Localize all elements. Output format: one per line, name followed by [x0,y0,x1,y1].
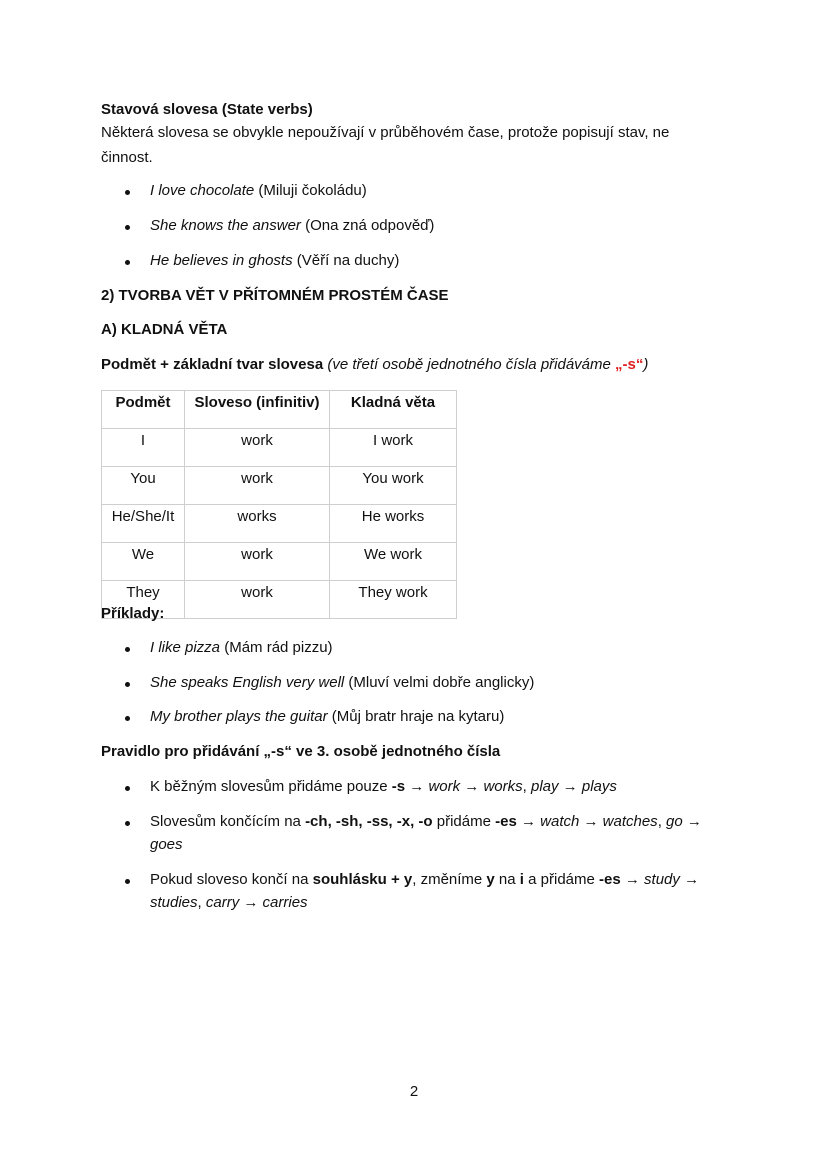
arrow-icon: → [405,778,429,795]
rule-text: , změníme [412,871,487,888]
examples-title: Příklady: [101,605,165,622]
rule-suffix: -es [599,871,621,888]
bullet-icon [125,786,130,791]
conjugation-table [101,390,457,619]
rule-separator: , [657,813,667,830]
bullet-icon [125,879,130,884]
table-header: Kladná věta [330,391,457,429]
table-cell: He/She/It [102,505,185,543]
example-cz: (Věří na duchy) [292,252,400,269]
table-cell: works [185,505,330,543]
bullet-icon [125,260,130,265]
arrow-icon: → [620,871,645,888]
rule-example: play → plays [531,778,617,795]
rule-condition: souhlásku + y [312,871,413,888]
arrow-icon: → [516,813,541,830]
rule-endings: -ch, -sh, -ss, -x, -o [305,813,433,830]
rule-text: K běžným slovesům přidáme pouze [150,778,392,795]
rule-example-continued: studies [150,894,198,911]
table-row [102,505,457,543]
formula-line [101,356,648,373]
formula-bold: Podmět + základní tvar slovesa [101,356,324,373]
table-row [102,429,457,467]
bullet-icon [125,647,130,652]
table-cell: We work [330,543,457,581]
bullet-icon [125,190,130,195]
example-cz: (Miluji čokoládu) [254,182,367,199]
page-number: 2 [409,1083,419,1100]
table-cell: work [185,543,330,581]
table-cell: We [102,543,185,581]
example-cz: (Ona zná odpověď) [300,217,435,234]
rule-suffix: -es [495,813,517,830]
example-en: He believes in ghosts [150,252,293,269]
table-cell: I work [330,429,457,467]
example-en: She knows the answer [150,217,301,234]
rule-example: study → [644,871,700,888]
state-verbs-intro-1: Některá slovesa se obvykle nepoužívají v průběhovém čase, protože popisují stav, ne [101,124,670,141]
rule-text: a přidáme [523,871,600,888]
rule-example: go → [666,813,702,830]
table-cell: He works [330,505,457,543]
example-en: She speaks English very well [150,674,345,691]
rule-suffix: -s [391,778,406,795]
table-cell: work [185,467,330,505]
rule-text: Slovesům končícím na [150,813,306,830]
example-cz: (Mám rád pizzu) [220,639,333,656]
rule-letter: i [519,871,524,888]
bullet-icon [125,225,130,230]
example-cz: (Mluví velmi dobře anglicky) [344,674,535,691]
state-verbs-title: Stavová slovesa (State verbs) [101,101,313,118]
table-cell: You work [330,467,457,505]
state-verbs-intro-2: činnost. [101,149,153,166]
bullet-icon [125,682,130,687]
rule-title: Pravidlo pro přidávání „-s“ ve 3. osobě jednotného čísla [101,743,501,760]
table-cell: I [102,429,185,467]
rule-separator: , [522,778,531,795]
example-en: I love chocolate [150,182,255,199]
rule-example: carry → carries [205,894,308,911]
formula-close: ) [643,356,649,373]
example-en: I like pizza [150,639,221,656]
rule-example-continued: goes [150,836,183,853]
example-en: My brother plays the guitar [150,708,328,725]
table-header-row [102,391,457,429]
table-row [102,543,457,581]
example-cz: (Můj bratr hraje na kytaru) [327,708,505,725]
formula-suffix: „-s“ [615,356,644,373]
rule-text: přidáme [432,813,496,830]
table-header: Podmět [102,391,185,429]
bullet-icon [125,821,130,826]
bullet-icon [125,716,130,721]
rule-text: na [494,871,520,888]
table-header: Sloveso (infinitiv) [185,391,330,429]
table-cell: They [102,581,185,619]
rule-example: watch → watches [540,813,658,830]
section-heading-a: A) KLADNÁ VĚTA [101,321,228,338]
table-cell: work [185,581,330,619]
rule-example: work → works [428,778,523,795]
rule-text: Pokud sloveso končí na [150,871,313,888]
section-heading-2: 2) TVORBA VĚT V PŘÍTOMNÉM PROSTÉM ČASE [101,287,449,304]
table-row [102,467,457,505]
table-cell: You [102,467,185,505]
table-cell: They work [330,581,457,619]
formula-note: (ve třetí osobě jednotného čísla přidáváme [323,356,616,373]
rule-letter: y [486,871,495,888]
table-cell: work [185,429,330,467]
rule-separator: , [197,894,206,911]
